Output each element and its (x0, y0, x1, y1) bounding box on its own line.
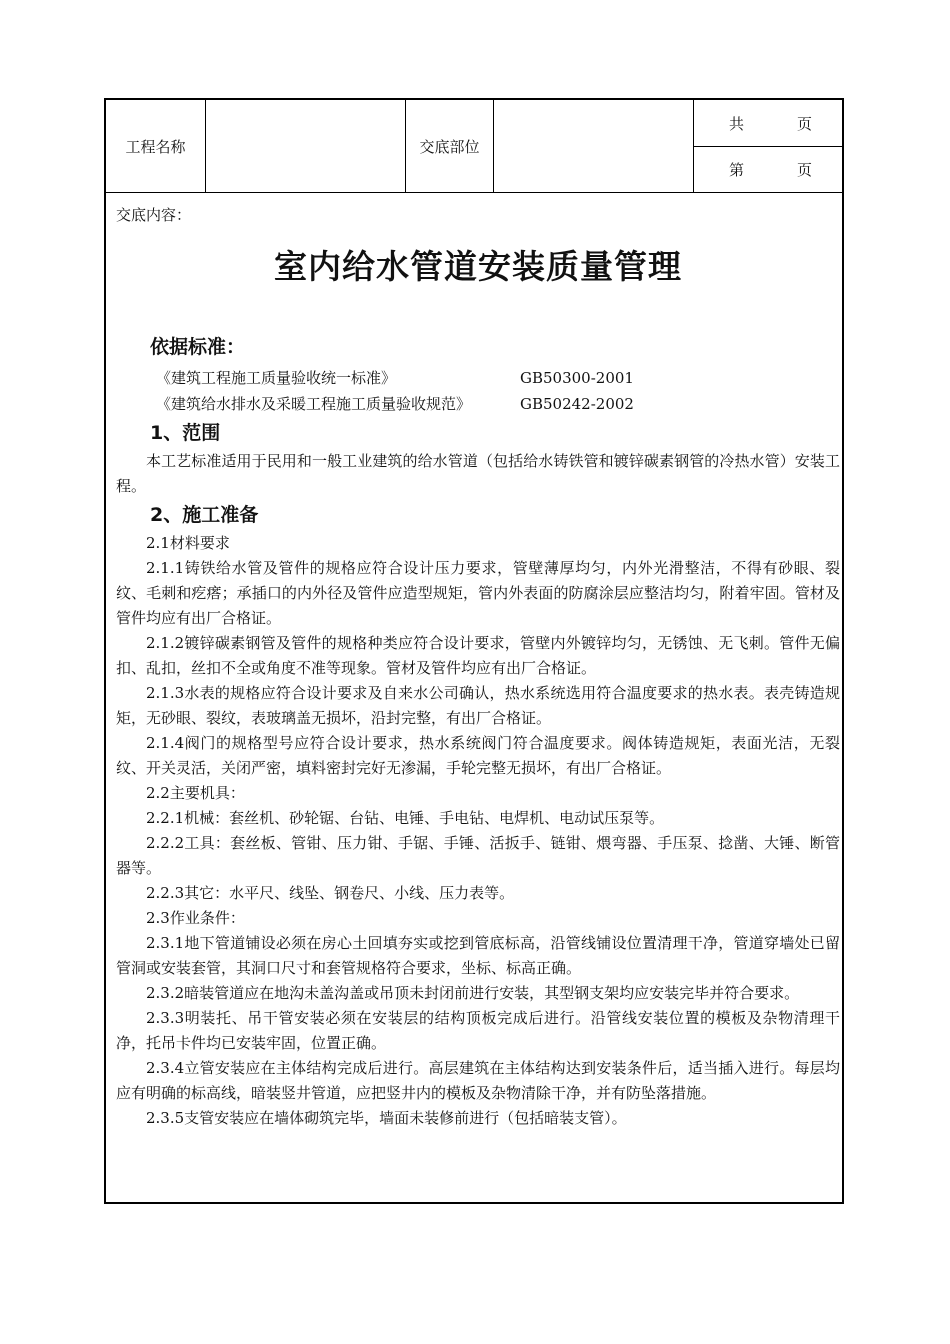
page-count-cell (694, 100, 842, 192)
paragraph: 2.2主要机具： (146, 784, 245, 802)
total-pages-unit: 页 (797, 114, 813, 133)
paragraph: 2.3.5支管安装应在墙体砌筑完毕，墙面未装修前进行（包括暗装支管）。 (146, 1109, 627, 1127)
page-number-unit: 页 (797, 160, 813, 179)
paragraph: 2.2.3其它：水平尺、线坠、钢卷尺、小线、压力表等。 (146, 884, 515, 902)
basis-heading: 依据标准： (150, 336, 246, 358)
content-label: 交底内容： (116, 206, 192, 224)
paragraph: 2.3.3明装托、吊干管安装必须在安装层的结构顶板完成后进行。沿管线安装位置的模板及杂物清理干净，托吊卡件均已安装牢固，位置正确。 (116, 1009, 840, 1052)
scope-paragraph: 本工艺标准适用于民用和一般工业建筑的给水管道（包括给水铸铁管和镀锌碳素钢管的冷热水管）安装工程。 (116, 452, 840, 495)
paragraph: 2.3.2暗装管道应在地沟未盖沟盖或吊顶未封闭前进行安装，其型钢支架均应安装完毕并符合要求。 (146, 984, 800, 1002)
paragraph: 2.1.2镀锌碳素钢管及管件的规格种类应符合设计要求，管壁内外镀锌均匀，无锈蚀、无飞刺。管件无偏扣、乱扣，丝扣不全或角度不准等现象。管材及管件均应有出厂合格证。 (116, 634, 840, 677)
paragraph: 2.1.3水表的规格应符合设计要求及自来水公司确认，热水系统选用符合温度要求的热水表。表壳铸造规矩，无砂眼、裂纹，表玻璃盖无损坏，沿封完整，有出厂合格证。 (116, 684, 840, 727)
paragraph: 2.3作业条件： (146, 909, 245, 927)
project-name-value (206, 100, 406, 192)
location-value (494, 100, 694, 192)
total-pages-label: 共 (729, 114, 745, 133)
location-label: 交底部位 (406, 100, 494, 192)
standard-code: GB50300-2001 (520, 369, 634, 387)
content-area (116, 200, 840, 1131)
section-heading-scope: 1、范围 (150, 422, 221, 444)
standard-name: 《建筑工程施工质量验收统一标准》 (156, 369, 397, 387)
total-pages-row (694, 100, 842, 147)
paragraph: 2.2.1机械：套丝机、砂轮锯、台钻、电锤、手电钻、电焊机、电动试压泵等。 (146, 809, 665, 827)
paragraph: 2.1.4阀门的规格型号应符合设计要求，热水系统阀门符合温度要求。阀体铸造规矩，表面光洁，无裂纹、开关灵活，关闭严密，填料密封完好无渗漏，手轮完整无损坏，有出厂合格证。 (116, 734, 840, 777)
page-number-label: 第 (729, 160, 745, 179)
standard-row (116, 391, 840, 417)
standard-code: GB50242-2002 (520, 395, 634, 413)
paragraph: 2.3.4立管安装应在主体结构完成后进行。高层建筑在主体结构达到安装条件后，适当插入进行。每层均应有明确的标高线，暗装竖井管道，应把竖井内的模板及杂物清除干净，并有防坠落措施。 (116, 1059, 840, 1102)
document-title: 室内给水管道安装质量管理 (274, 247, 682, 286)
project-name-label: 工程名称 (106, 100, 206, 192)
standard-row (116, 365, 840, 391)
paragraph: 2.1材料要求 (146, 534, 230, 552)
page-number-row (694, 146, 842, 192)
paragraph: 2.3.1地下管道铺设必须在房心土回填夯实或挖到管底标高，沿管线铺设位置清理干净，管道穿墙处已留管洞或安装套管，其洞口尺寸和套管规格符合要求，坐标、标高正确。 (116, 934, 840, 977)
header-table (106, 100, 842, 193)
standard-name: 《建筑给水排水及采暖工程施工质量验收规范》 (156, 395, 472, 413)
paragraph: 2.2.2工具：套丝板、管钳、压力钳、手锯、手锤、活扳手、链钳、煨弯器、手压泵、捻凿、大锤、断管器等。 (116, 834, 840, 877)
paragraph: 2.1.1铸铁给水管及管件的规格应符合设计压力要求，管壁薄厚均匀，内外光滑整洁，不得有砂眼、裂纹、毛刺和疙瘩；承插口的内外径及管件应造型规矩，管内外表面的防腐涂层应整洁均匀，附着牢固。管材及管件均应有出厂合格证。 (116, 559, 840, 627)
document-frame (104, 98, 844, 1204)
section-heading-preparation: 2、施工准备 (150, 504, 259, 526)
